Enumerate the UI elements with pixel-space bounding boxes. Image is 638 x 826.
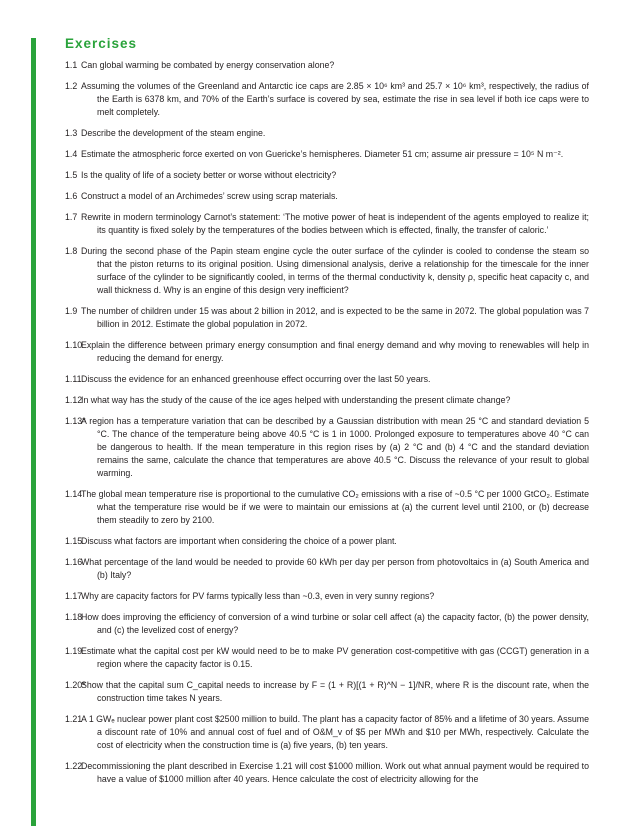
exercise-number: 1.19 xyxy=(65,646,83,656)
exercise-number: 1.10 xyxy=(65,340,83,350)
exercise-number: 1.11 xyxy=(65,374,82,384)
exercise-text: Describe the development of the steam engine. xyxy=(81,128,266,138)
exercise-item xyxy=(65,59,589,72)
exercise-text: Rewrite in modern terminology Carnot’s statement: ‘The motive power of heat is independent of the agents employed to realize it; its quantity is fixed solely by the temperatures of the bodies between which is effected, finally, the transfer of caloric.’ xyxy=(81,212,589,235)
exercise-number: 1.4 xyxy=(65,149,78,159)
exercise-number: 1.12 xyxy=(65,395,83,405)
exercise-number: 1.22 xyxy=(65,761,83,771)
section-title: Exercises xyxy=(65,36,138,51)
exercise-number: 1.14 xyxy=(65,489,83,499)
exercise-item xyxy=(65,394,589,407)
exercise-item xyxy=(65,305,589,331)
exercise-number: 1.18 xyxy=(65,612,83,622)
exercise-item xyxy=(65,488,589,527)
exercise-text: What percentage of the land would be needed to provide 60 kWh per day per person from photovoltaics in (a) South America and (b) Italy? xyxy=(81,557,589,580)
exercise-item xyxy=(65,373,589,386)
exercise-item xyxy=(65,679,589,705)
exercise-item xyxy=(65,245,589,297)
exercise-text: The global mean temperature rise is proportional to the cumulative CO₂ emissions with a rise of ~0.5 °C per 1000 GtCO₂. Estimate what the temperature rise would be if we were to maintain our emissions at (a) the current level until 2100, or (b) decrease them steadily to zero by 2100. xyxy=(81,489,589,525)
exercise-number: 1.6 xyxy=(65,191,78,201)
exercise-number: 1.8 xyxy=(65,246,78,256)
exercise-text: Is the quality of life of a society better or worse without electricity? xyxy=(81,170,337,180)
exercise-item xyxy=(65,535,589,548)
exercise-number: 1.20* xyxy=(65,680,86,690)
exercise-number: 1.5 xyxy=(65,170,78,180)
exercise-number: 1.13* xyxy=(65,416,86,426)
exercise-item xyxy=(65,211,589,237)
exercise-text: In what way has the study of the cause of the ice ages helped with understanding the present climate change? xyxy=(81,395,511,405)
exercise-text: Show that the capital sum C_capital needs to increase by F = (1 + R)[(1 + R)^N − 1]/NR, where R is the discount rate, when the construction time takes N years. xyxy=(81,680,589,703)
exercise-item xyxy=(65,713,589,752)
exercise-text: During the second phase of the Papin steam engine cycle the outer surface of the cylinder is cooled to condense the steam so that the piston returns to its original position. Using dimensional analysis, derive a relationship for the timescale for the inner surface of the cylinder to be significantly cooled, in terms of the thermal conductivity k, density ρ, specific heat capacity c, and wall thickness d. Why is an engine of this design very inefficient? xyxy=(81,246,589,295)
exercise-item xyxy=(65,169,589,182)
exercise-text: A region has a temperature variation that can be described by a Gaussian distribution with mean 25 °C and standard deviation 5 °C. The chance of the temperature being above 40.5 °C is 1 in 1000. Prolonged exposure to temperatures above 40 °C can be dangerous to health. If the mean temperature in this region rises by (a) 2 °C and (b) 4 °C and the standard deviation remains the same, calculate the chance that temperatures are above 40.5 °C. Discuss the relevance of your result to global warming. xyxy=(81,416,589,478)
exercise-text: Explain the difference between primary energy consumption and final energy demand and why moving to renewables will help in reducing the demand for energy. xyxy=(81,340,589,363)
exercise-number: 1.1 xyxy=(65,60,78,70)
exercise-item xyxy=(65,645,589,671)
exercise-text: Estimate what the capital cost per kW would need to be to make PV generation cost-competitive with gas (CCGT) generation in a region where the capacity factor is 0.15. xyxy=(81,646,589,669)
exercise-text: Discuss what factors are important when considering the choice of a power plant. xyxy=(81,536,397,546)
exercise-text: Assuming the volumes of the Greenland and Antarctic ice caps are 2.85 × 10⁶ km³ and 25.7 × 10⁶ km³, respectively, the radius of the Earth is 6378 km, and 70% of the Earth’s surface is covered by sea, estimate the rise in sea level if both ice caps were to melt completely. xyxy=(81,81,589,117)
exercise-number: 1.2 xyxy=(65,81,78,91)
exercise-item xyxy=(65,190,589,203)
exercise-number: 1.15 xyxy=(65,536,83,546)
exercise-item xyxy=(65,148,589,161)
exercise-item xyxy=(65,415,589,480)
exercise-item xyxy=(65,590,589,603)
exercise-item xyxy=(65,127,589,140)
exercise-item xyxy=(65,80,589,119)
exercise-item xyxy=(65,339,589,365)
exercise-item xyxy=(65,611,589,637)
exercise-item xyxy=(65,556,589,582)
exercise-number: 1.9 xyxy=(65,306,78,316)
exercise-number: 1.21 xyxy=(65,714,83,724)
margin-bar xyxy=(31,38,36,826)
exercise-number: 1.3 xyxy=(65,128,78,138)
exercise-text: Why are capacity factors for PV farms typically less than ~0.3, even in very sunny regions? xyxy=(81,591,435,601)
exercise-number: 1.7 xyxy=(65,212,78,222)
exercise-text: Decommissioning the plant described in Exercise 1.21 will cost $1000 million. Work out what annual payment would be required to have a value of $1000 million after 40 years. Hence calculate the cost of electricity allowing for the xyxy=(81,761,589,784)
exercise-text: Estimate the atmospheric force exerted on von Guericke’s hemispheres. Diameter 51 cm; assume air pressure = 10⁵ N m⁻². xyxy=(81,149,564,159)
exercise-list xyxy=(65,59,589,794)
exercise-text: How does improving the efficiency of conversion of a wind turbine or solar cell affect (a) the capacity factor, (b) the power density, and (c) the levelized cost of energy? xyxy=(81,612,589,635)
exercise-text: Discuss the evidence for an enhanced greenhouse effect occurring over the last 50 years. xyxy=(81,374,431,384)
exercise-item xyxy=(65,760,589,786)
exercise-text: Can global warming be combated by energy conservation alone? xyxy=(81,60,335,70)
exercise-text: The number of children under 15 was about 2 billion in 2012, and is expected to be the same in 2072. The global population was 7 billion in 2012. Estimate the global population in 2072. xyxy=(81,306,589,329)
exercise-text: Construct a model of an Archimedes’ screw using scrap materials. xyxy=(81,191,338,201)
exercise-number: 1.16 xyxy=(65,557,83,567)
exercise-text: A 1 GWₑ nuclear power plant cost $2500 million to build. The plant has a capacity factor of 85% and a lifetime of 30 years. Assume a discount rate of 10% and annual cost of fuel and of O&M_v of $5 per MWh and $10 per MWh, respectively. Calculate the cost of electricity when the construction time is (a) five years, (b) ten years. xyxy=(81,714,589,750)
exercise-number: 1.17 xyxy=(65,591,83,601)
